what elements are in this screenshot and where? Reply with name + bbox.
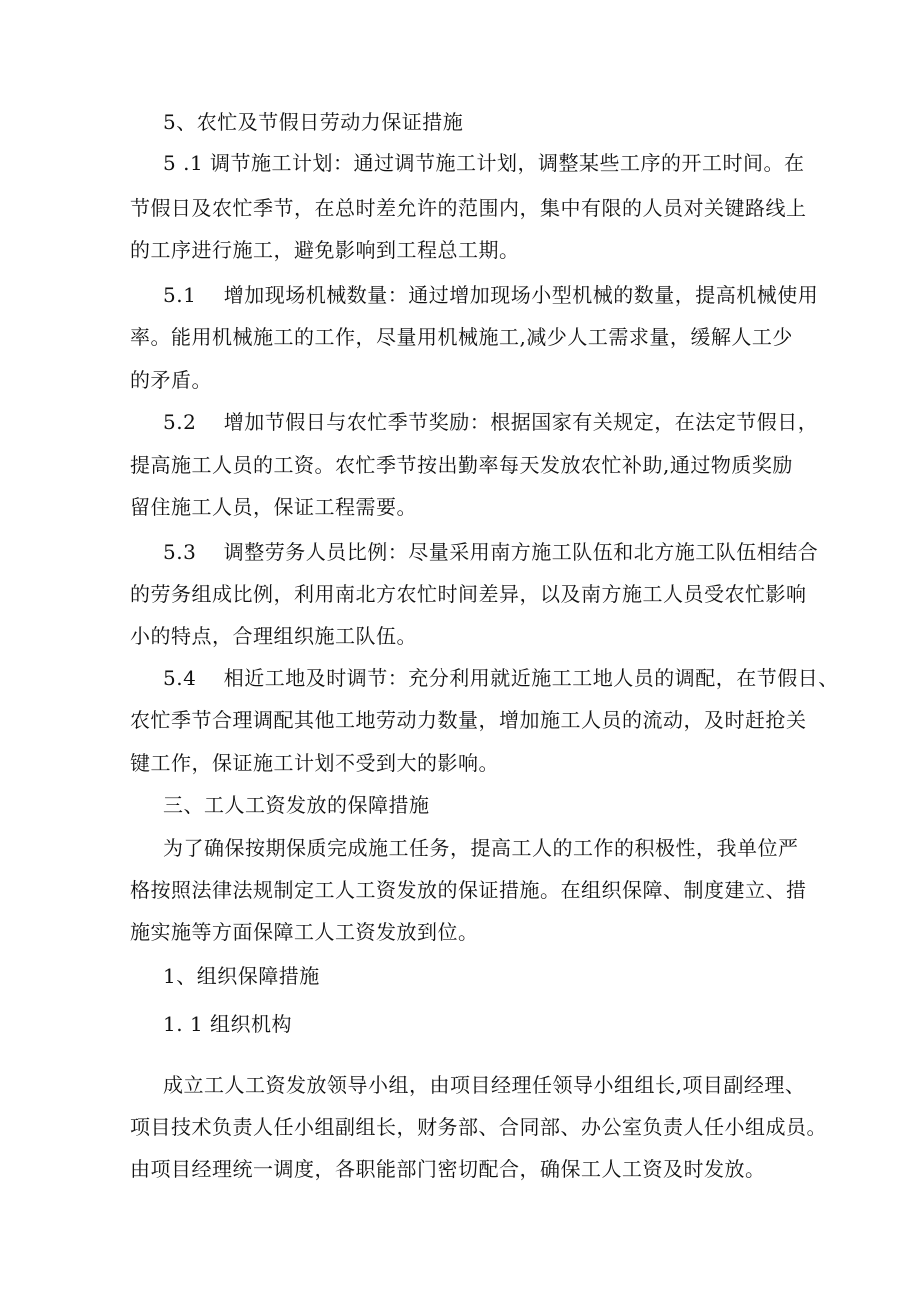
paragraph-line: 小的特点，合理组织施工队伍。	[130, 624, 417, 648]
paragraph-line: 农忙季节合理调配其他工地劳动力数量，增加施工人员的流动，及时赶抢关	[130, 708, 807, 732]
paragraph-line: 键工作，保证施工计划不受到大的影响。	[130, 751, 499, 775]
paragraph-line: 5 .1 调节施工计划：通过调节施工计划，调整某些工序的开工时间。在	[163, 151, 805, 175]
paragraph-line: 施实施等方面保障工人工资发放到位。	[130, 920, 479, 944]
paragraph-line: 5.2 增加节假日与农忙季节奖励：根据国家有关规定，在法定节假日，	[163, 410, 819, 434]
paragraph-line: 的劳务组成比例，利用南北方农忙时间差异，以及南方施工人员受农忙影响	[130, 582, 807, 606]
paragraph-line: 提高施工人员的工资。农忙季节按出勤率每天发放农忙补助,通过物质奖励	[130, 453, 793, 477]
paragraph-line: 5.1 增加现场机械数量：通过增加现场小型机械的数量，提高机械使用	[163, 283, 819, 307]
section-heading: 5、农忙及节假日劳动力保证措施	[163, 110, 464, 134]
paragraph-line: 由项目经理统一调度，各职能部门密切配合，确保工人工资及时发放。	[130, 1157, 766, 1181]
paragraph-line: 为了确保按期保质完成施工任务，提高工人的工作的积极性，我单位严	[163, 836, 799, 860]
paragraph-line: 成立工人工资发放领导小组，由项目经理任领导小组组长,项目副经理、	[163, 1073, 806, 1097]
paragraph-line: 项目技术负责人任小组副组长，财务部、合同部、办公室负责人任小组成员。	[130, 1115, 827, 1139]
paragraph-line: 留住施工人员，保证工程需要。	[130, 495, 417, 519]
paragraph-line: 格按照法律法规制定工人工资发放的保证措施。在组织保障、制度建立、措	[130, 878, 807, 902]
subsection-heading: 1. 1 组织机构	[163, 1012, 293, 1036]
section-heading: 三、工人工资发放的保障措施	[163, 793, 430, 817]
subsection-heading: 1、组织保障措施	[163, 964, 320, 988]
paragraph-line: 的工序进行施工，避免影响到工程总工期。	[130, 238, 520, 262]
paragraph-line: 的矛盾。	[130, 368, 212, 392]
paragraph-line: 5.4 相近工地及时调节：充分利用就近施工工地人员的调配，在节假日、	[163, 666, 839, 690]
paragraph-line: 率。能用机械施工的工作，尽量用机械施工,减少人工需求量，缓解人工少	[130, 325, 793, 349]
paragraph-line: 5.3 调整劳务人员比例：尽量采用南方施工队伍和北方施工队伍相结合	[163, 540, 819, 564]
paragraph-line: 节假日及农忙季节，在总时差允许的范围内，集中有限的人员对关键路线上	[130, 196, 807, 220]
